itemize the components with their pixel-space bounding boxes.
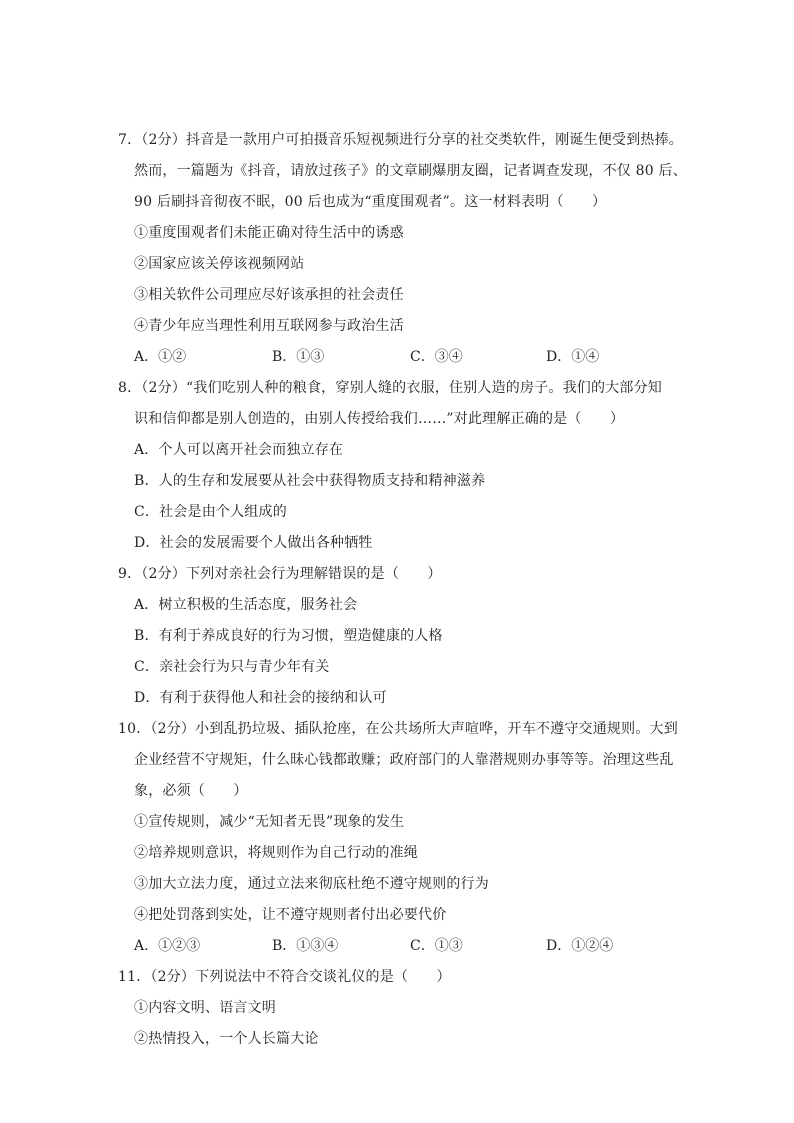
question-10-line-1: 10．（2分）小到乱扔垃圾、插队抢座，在公共场所大声喧哗，开车不遵守交通规则。大到 <box>118 721 678 737</box>
question-10-statement-2: ②培养规则意识，将规则作为自己行动的准绳 <box>134 845 418 861</box>
question-10-option-a: A．①②③ <box>134 938 201 954</box>
question-7-line-1: 7．（2分）抖音是一款用户可拍摄音乐短视频进行分享的社交类软件，刚诞生便受到热捧。 <box>118 132 684 148</box>
question-9-option-b: B．有利于养成良好的行为习惯，塑造健康的人格 <box>134 628 443 644</box>
question-7-option-b: B．①③ <box>272 349 325 365</box>
question-7-line-2: 然而，一篇题为《抖音，请放过孩子》的文章刷爆朋友圈，记者调查发现，不仅 80 后、 <box>134 163 687 179</box>
question-9-option-c: C．亲社会行为只与青少年有关 <box>134 659 330 675</box>
question-8-option-c: C．社会是由个人组成的 <box>134 504 287 520</box>
question-8-line-2: 识和信仰都是别人创造的，由别人传授给我们……”对此理解正确的是（ ） <box>134 411 625 427</box>
question-9-line-1: 9．（2分）下列对亲社会行为理解错误的是（ ） <box>118 566 442 582</box>
question-8-option-b: B．人的生存和发展要从社会中获得物质支持和精神滋养 <box>134 473 486 489</box>
question-7-option-d: D．①④ <box>546 349 600 365</box>
question-10-option-d: D．①②④ <box>546 938 614 954</box>
question-7-option-c: C．③④ <box>410 349 463 365</box>
question-7-statement-1: ①重度围观者们未能正确对待生活中的诱惑 <box>134 225 404 241</box>
question-11-line-1: 11．（2分）下列说法中不符合交谈礼仪的是（ ） <box>118 969 451 985</box>
question-10-option-b: B．①③④ <box>272 938 339 954</box>
question-10-option-c: C．①③ <box>410 938 463 954</box>
question-7-statement-2: ②国家应该关停该视频网站 <box>134 256 305 272</box>
question-9-option-a: A．树立积极的生活态度，服务社会 <box>134 597 358 613</box>
question-10-statement-3: ③加大立法力度，通过立法来彻底杜绝不遵守规则的行为 <box>134 876 489 892</box>
question-10-statement-4: ④把处罚落到实处，让不遵守规则者付出必要代价 <box>134 907 447 923</box>
question-7-line-3: 90 后刷抖音彻夜不眠，00 后也成为“重度围观者”。这一材料表明（ ） <box>134 194 607 210</box>
question-10-statement-1: ①宣传规则，减少“无知者无畏”现象的发生 <box>134 814 405 830</box>
question-11-statement-2: ②热情投入，一个人长篇大论 <box>134 1031 319 1047</box>
question-10-line-3: 象，必须（ ） <box>134 783 248 799</box>
question-8-line-1: 8．（2分）“我们吃别人种的粮食，穿别人缝的衣服，住别人造的房子。我们的大部分知 <box>118 380 662 396</box>
question-7-option-a: A．①② <box>134 349 187 365</box>
question-8-option-d: D．社会的发展需要个人做出各种牺牲 <box>134 535 373 551</box>
question-9-option-d: D．有利于获得他人和社会的接纳和认可 <box>134 690 387 706</box>
question-7-statement-3: ③相关软件公司理应尽好该承担的社会责任 <box>134 287 404 303</box>
question-10-line-2: 企业经营不守规矩，什么昧心钱都敢赚；政府部门的人靠潜规则办事等等。治理这些乱 <box>134 752 674 768</box>
question-8-option-a: A．个人可以离开社会而独立存在 <box>134 442 344 458</box>
question-7-statement-4: ④青少年应当理性利用互联网参与政治生活 <box>134 318 404 334</box>
question-11-statement-1: ①内容文明、语言文明 <box>134 1000 276 1016</box>
